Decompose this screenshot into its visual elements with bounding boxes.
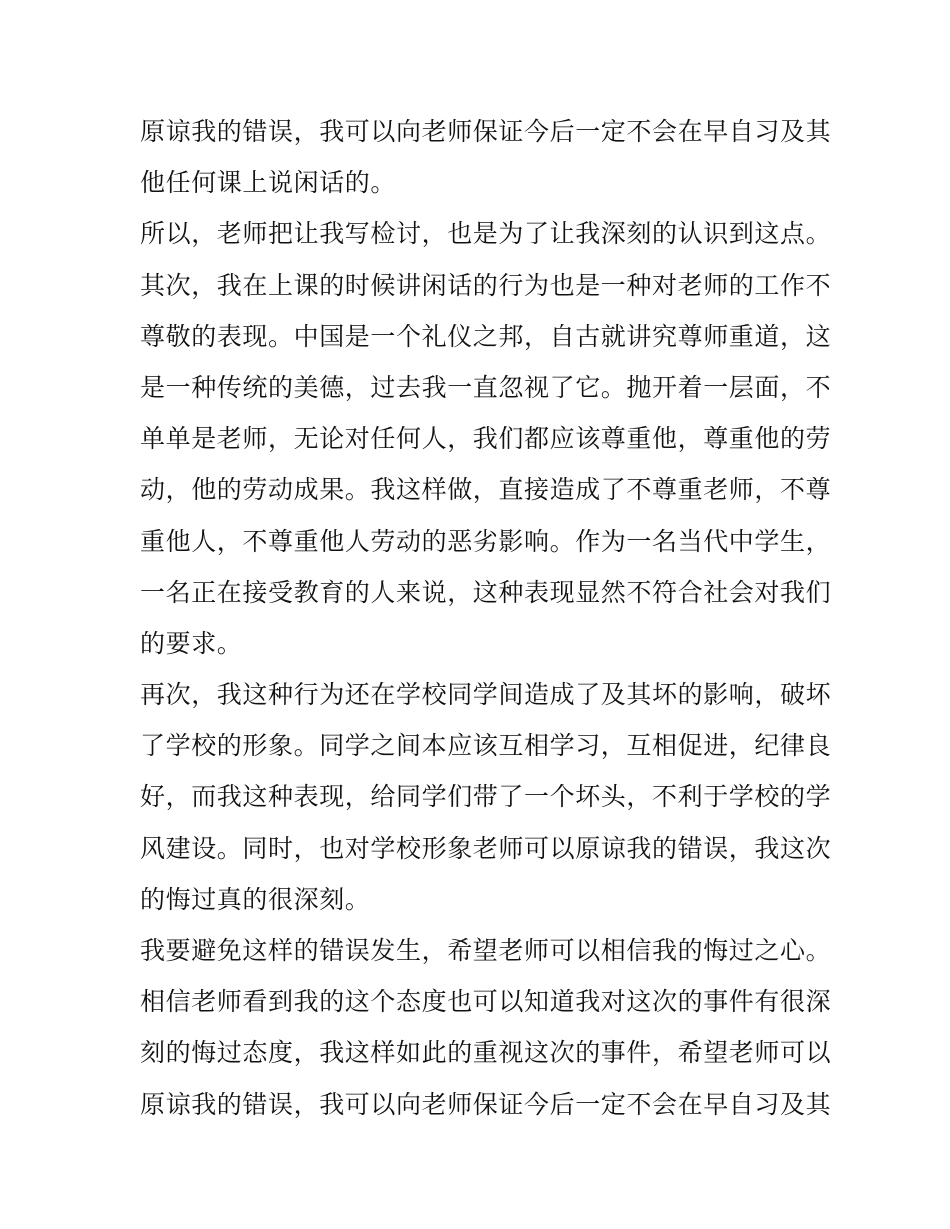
text-line: 他任何课上说闲话的。 <box>140 168 397 198</box>
text-line: 我要避免这样的错误发生，希望老师可以相信我的悔过之心。 <box>140 936 832 965</box>
text-line: 原谅我的错误，我可以向老师保证今后一定不会在早自习及其 <box>140 1089 832 1119</box>
text-line: 的悔过真的很深刻。 <box>140 884 371 914</box>
text-line: 风建设。同时，也对学校形象老师可以原谅我的错误，我这次 <box>140 833 832 863</box>
text-line: 单单是老师，无论对任何人，我们都应该尊重他，尊重他的劳 <box>140 424 832 454</box>
text-line: 重他人，不尊重他人劳动的恶劣影响。作为一名当代中学生， <box>140 526 832 556</box>
text-line: 所以，老师把让我写检讨，也是为了让我深刻的认识到这点。 <box>140 219 832 249</box>
text-line: 相信老师看到我的这个态度也可以知道我对这次的事件有很深 <box>140 987 832 1017</box>
text-line: 原谅我的错误，我可以向老师保证今后一定不会在早自习及其 <box>140 117 832 146</box>
text-line: 其次，我在上课的时候讲闲话的行为也是一种对老师的工作不 <box>140 270 832 300</box>
text-line: 刻的悔过态度，我这样如此的重视这次的事件，希望老师可以 <box>140 1038 832 1068</box>
text-line: 动，他的劳动成果。我这样做，直接造成了不尊重老师，不尊 <box>140 475 832 505</box>
text-line: 再次，我这种行为还在学校同学间造成了及其坏的影响，破坏 <box>140 680 832 710</box>
text-line: 的要求。 <box>140 628 243 658</box>
text-line: 了学校的形象。同学之间本应该互相学习，互相促进，纪律良 <box>140 731 832 761</box>
text-line: 好，而我这种表现，给同学们带了一个坏头，不利于学校的学 <box>140 782 832 812</box>
document-body <box>140 106 832 1130</box>
text-line: 是一种传统的美德，过去我一直忽视了它。抛开着一层面，不 <box>140 372 832 402</box>
text-line: 尊敬的表现。中国是一个礼仪之邦，自古就讲究尊师重道，这 <box>140 321 832 351</box>
text-line: 一名正在接受教育的人来说，这种表现显然不符合社会对我们 <box>140 577 832 607</box>
